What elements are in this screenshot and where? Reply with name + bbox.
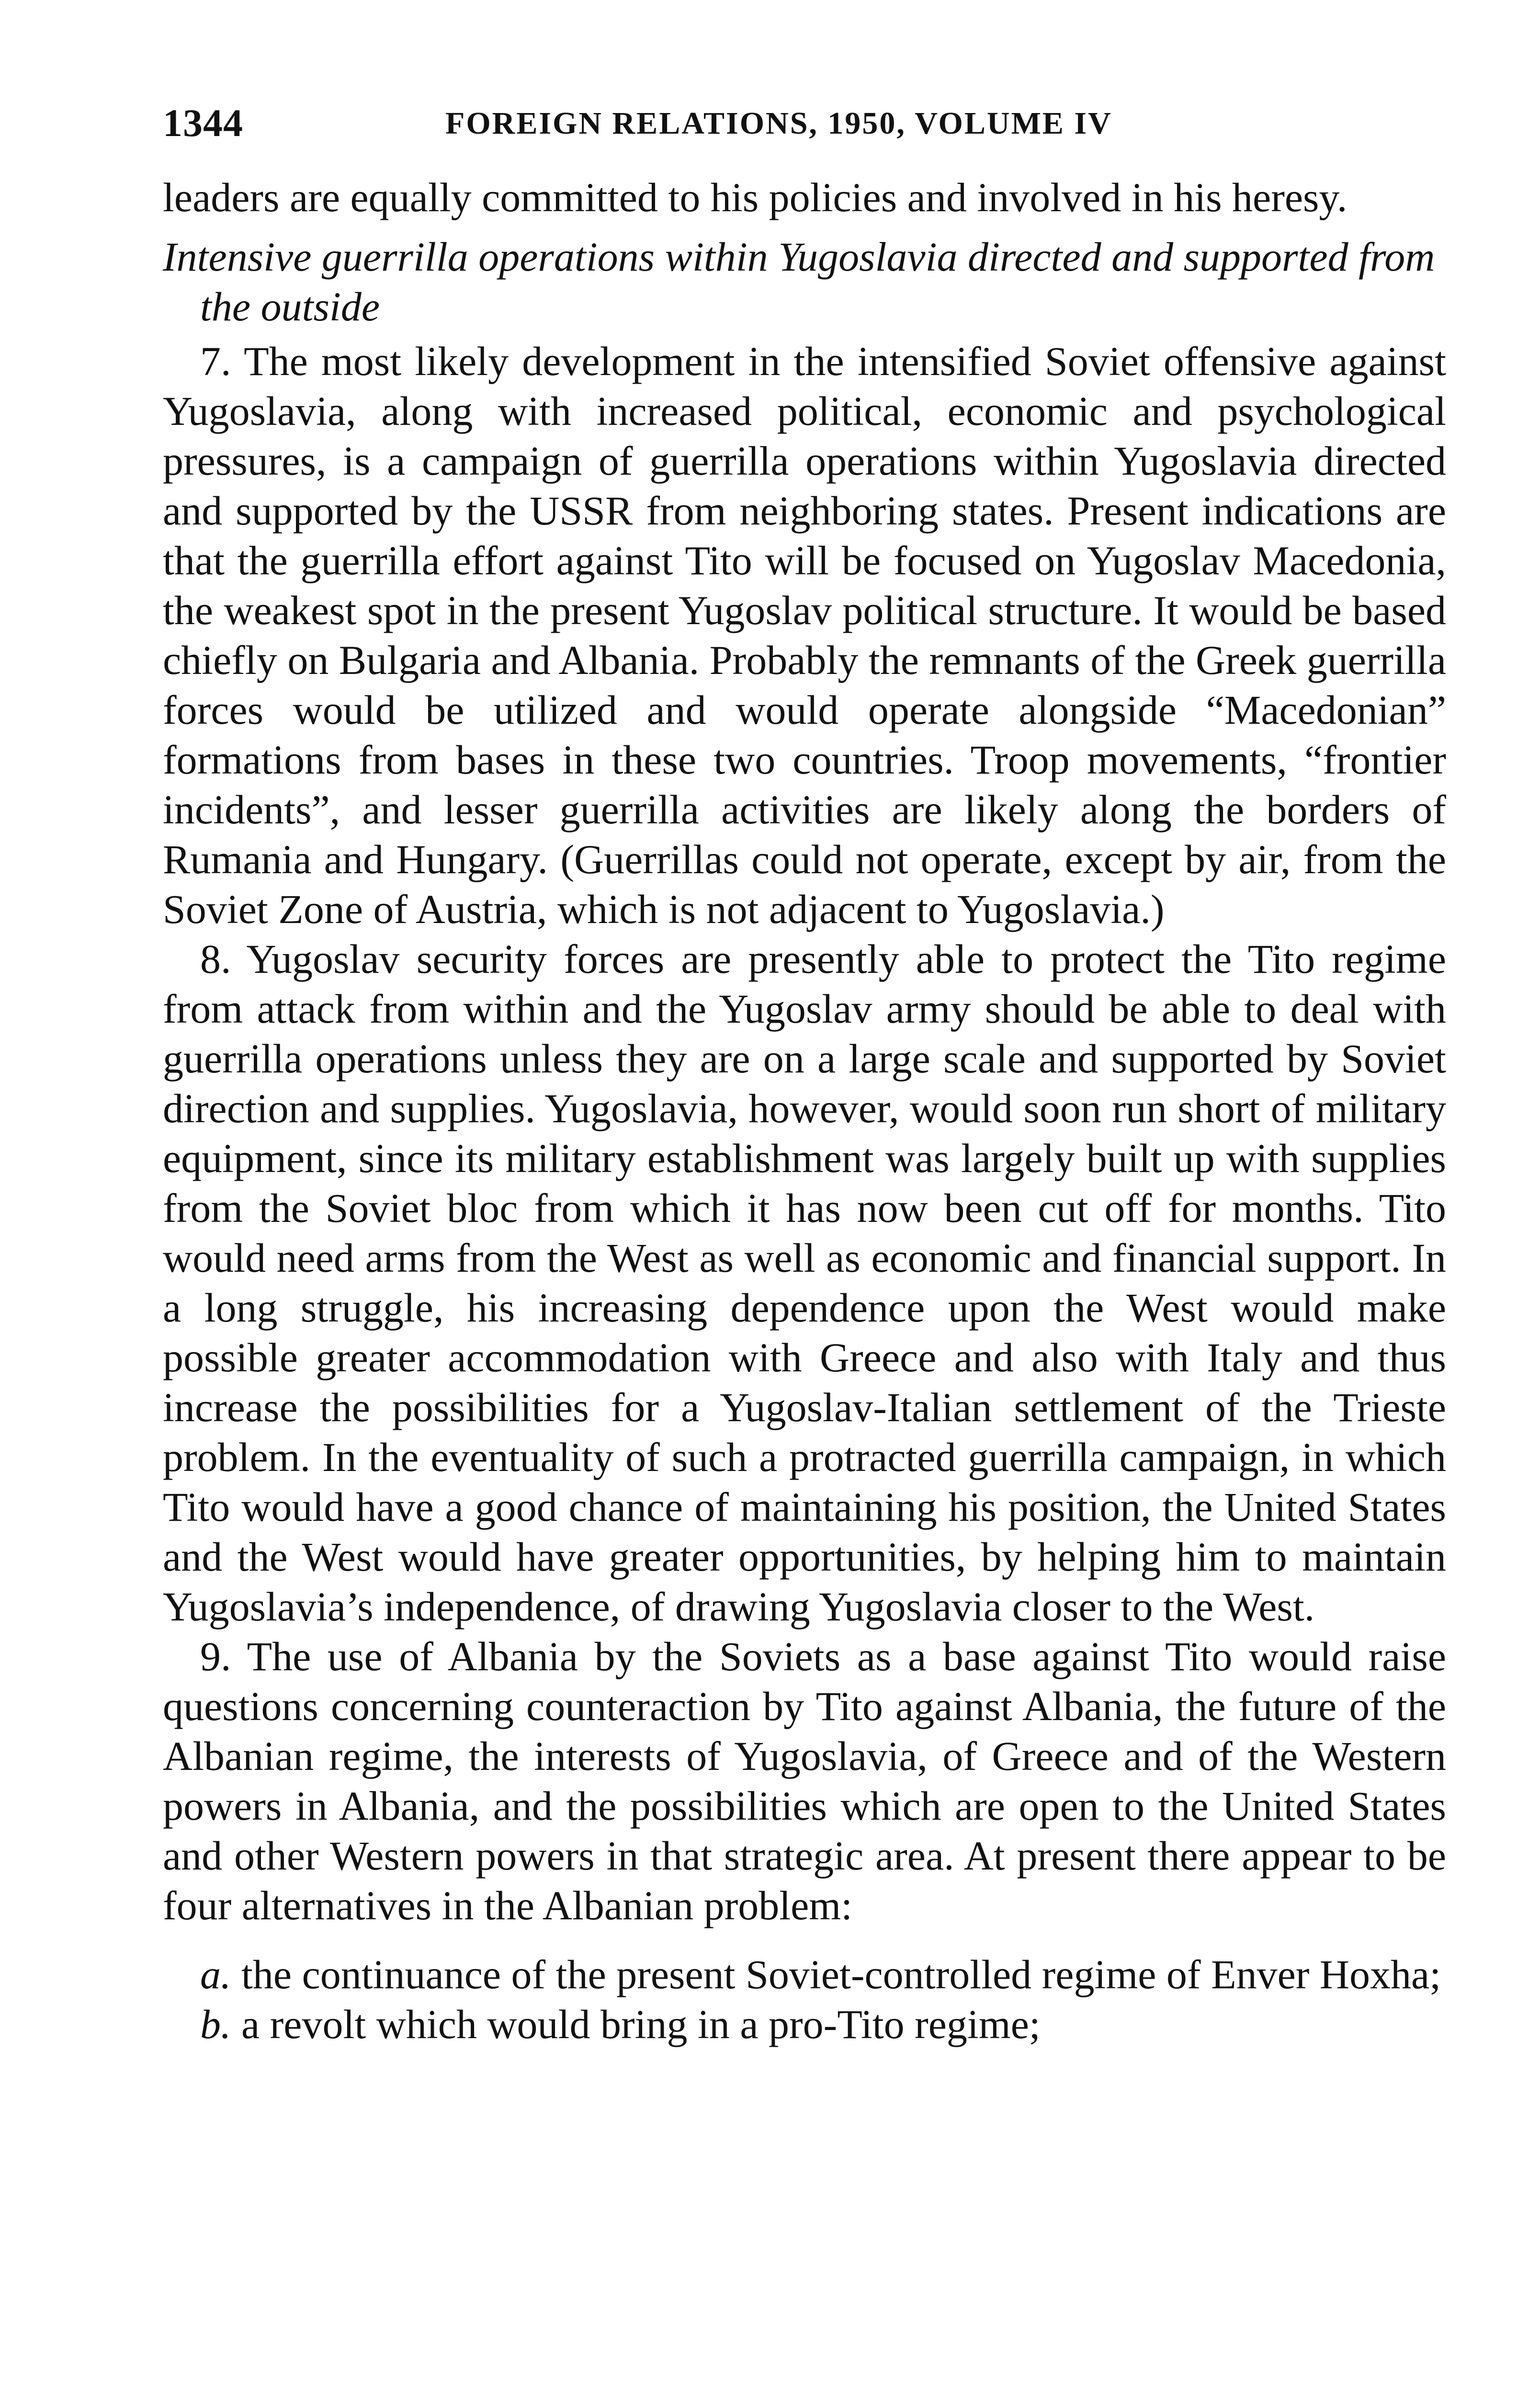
paragraph-7: 7. The most likely development in the intensified Soviet offensive against Yugoslavia, along with increased political, economic and psychological pressures, is a campaign of guerrilla operations within Yugoslavia directed and supported by the USSR from neighboring states. Present indications are that the guerrilla effort against Tito will be focused on Yugoslav Macedonia, the weakest spot in the present Yugoslav political structure. It would be based chiefly on Bulgaria and Albania. Probably the remnants of the Greek guerrilla forces would be utilized and would operate alongside “Macedonian” formations from bases in these two countries. Troop movements, “frontier incidents”, and lesser guerrilla activities are likely along the borders of Rumania and Hungary. (Guerrillas could not operate, except by air, from the Soviet Zone of Austria, which is not adjacent to Yugoslavia.) (163, 338, 1446, 932)
running-head (163, 101, 1446, 153)
list-item-a (163, 1950, 1446, 1999)
continuation-paragraph: leaders are equally committed to his policies and involved in his heresy. (163, 174, 1348, 220)
list-item-b (163, 1999, 1446, 2049)
list-item-letter: a. (200, 1951, 231, 1997)
list-item-text: the continuance of the present Soviet-controlled regime of Enver Hoxha; (241, 1951, 1441, 1997)
page-header-title: FOREIGN RELATIONS, 1950, VOLUME IV (445, 106, 1112, 141)
page-number: 1344 (163, 101, 243, 145)
list-item-letter: b. (200, 2001, 231, 2047)
paragraph-9: 9. The use of Albania by the Soviets as a base against Tito would raise questions concerning counteraction by Tito against Albania, the future of the Albanian regime, the interests of Yugoslavia, of Greece and of the Western powers in Albania, and the possibilities which are open to the United States and other Western powers in that strategic area. At present there appear to be four alternatives in the Albanian problem: (163, 1633, 1446, 1928)
section-heading: Intensive guerrilla operations within Yugoslavia directed and supported from the outside (163, 234, 1435, 330)
document-page (163, 101, 1446, 2049)
list-item-text: a revolt which would bring in a pro-Tito regime; (241, 2001, 1041, 2047)
paragraph-8: 8. Yugoslav security forces are presently able to protect the Tito regime from attack from within and the Yugoslav army should be able to deal with guerrilla operations unless they are on a large scale and supported by Soviet direction and supplies. Yugoslavia, however, would soon run short of military equipment, since its military establishment was largely built up with supplies from the Soviet bloc from which it has now been cut off for months. Tito would need arms from the West as well as economic and financial support. In a long struggle, his increasing dependence upon the West would make possible greater accommodation with Greece and also with Italy and thus increase the possibilities for a Yugoslav-Italian settlement of the Trieste problem. In the eventuality of such a protracted guerrilla campaign, in which Tito would have a good chance of maintaining his position, the United States and the West would have greater opportunities, by helping him to maintain Yugoslavia’s independence, of drawing Yugoslavia closer to the West. (163, 936, 1446, 1630)
